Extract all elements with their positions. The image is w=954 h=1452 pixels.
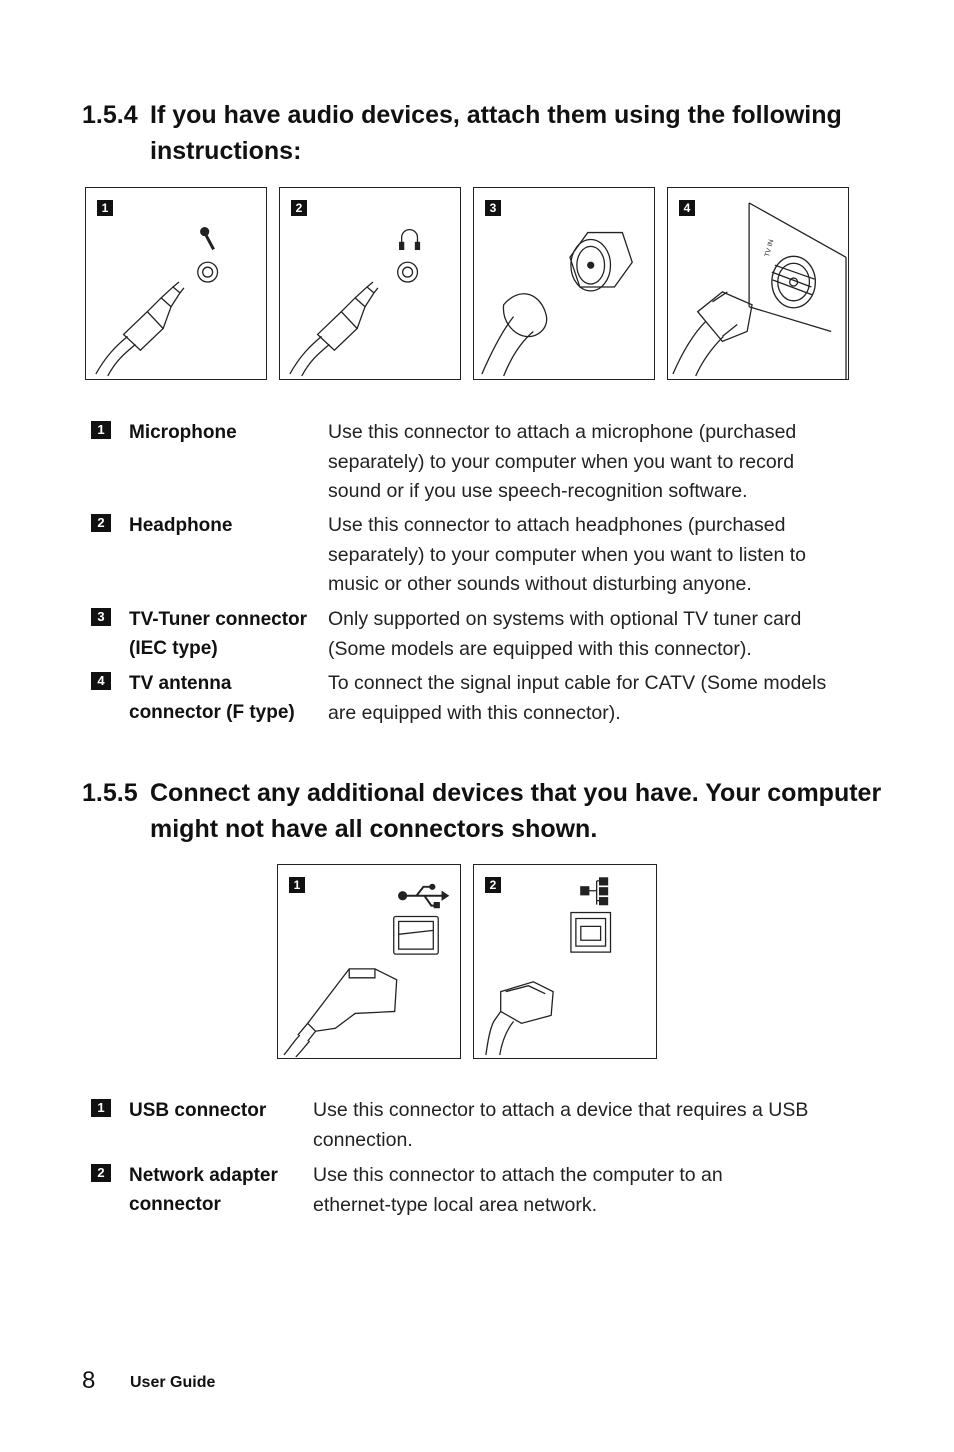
item-description: Use this connector to attach the computer to an ethernet-type local area network.: [313, 1164, 723, 1216]
section-number: 1.5.5: [82, 779, 138, 807]
item-badge: 2: [91, 1164, 111, 1182]
item-description: Use this connector to attach a microphone (purchased separately) to your computer when you want to record sound or if you use speech-recognition software.: [328, 421, 797, 502]
section-1-5-5-heading: [82, 775, 882, 847]
panel-badge: 2: [291, 200, 307, 216]
item-label: Network adapter connector: [129, 1165, 278, 1215]
microphone-jack-drawing: [86, 188, 266, 379]
page-number: 8: [82, 1367, 96, 1394]
headphone-jack-drawing: [280, 188, 460, 379]
item-description: Use this connector to attach headphones (purchased separately) to your computer when you want to listen to music or other sounds without disturbing anyone.: [328, 514, 806, 595]
section-title: If you have audio devices, attach them using the following instructions:: [150, 101, 842, 165]
ethernet-connector-drawing: [474, 865, 656, 1058]
item-badge: 1: [91, 1099, 111, 1117]
network-connector-illustration: [473, 864, 657, 1059]
item-badge: 4: [91, 672, 111, 690]
tv-tuner-connector-illustration: [473, 187, 655, 380]
usb-connector-illustration: [277, 864, 461, 1059]
item-badge: 3: [91, 608, 111, 626]
item-badge: 2: [91, 514, 111, 532]
panel-badge: 1: [289, 877, 305, 893]
panel-badge: 1: [97, 200, 113, 216]
panel-badge: 4: [679, 200, 695, 216]
item-label: USB connector: [129, 1100, 267, 1121]
f-connector-drawing: [668, 188, 848, 379]
item-description: To connect the signal input cable for CATV (Some models are equipped with this connector).: [328, 672, 827, 724]
item-description: Use this connector to attach a device that requires a USB connection.: [313, 1099, 809, 1151]
item-label: Microphone: [129, 422, 237, 443]
section-title: Connect any additional devices that you have. Your computer might not have all connectors shown.: [150, 779, 882, 843]
item-description: Only supported on systems with optional TV tuner card (Some models are equipped with this connector).: [328, 608, 802, 660]
item-label: TV antenna connector (F type): [129, 673, 295, 723]
footer-doc-title: User Guide: [130, 1374, 216, 1391]
item-label: Headphone: [129, 515, 233, 536]
panel-badge: 3: [485, 200, 501, 216]
tv-antenna-connector-illustration: [667, 187, 849, 380]
tv-in-label: TV IN: [764, 238, 776, 258]
section-number: 1.5.4: [82, 101, 138, 129]
microphone-illustration: [85, 187, 267, 380]
item-label: TV-Tuner connector (IEC type): [129, 609, 308, 659]
item-badge: 1: [91, 421, 111, 439]
usb-connector-drawing: [278, 865, 460, 1058]
panel-badge: 2: [485, 877, 501, 893]
section-1-5-4-heading: [82, 97, 882, 169]
iec-connector-drawing: [474, 188, 654, 379]
headphone-illustration: [279, 187, 461, 380]
